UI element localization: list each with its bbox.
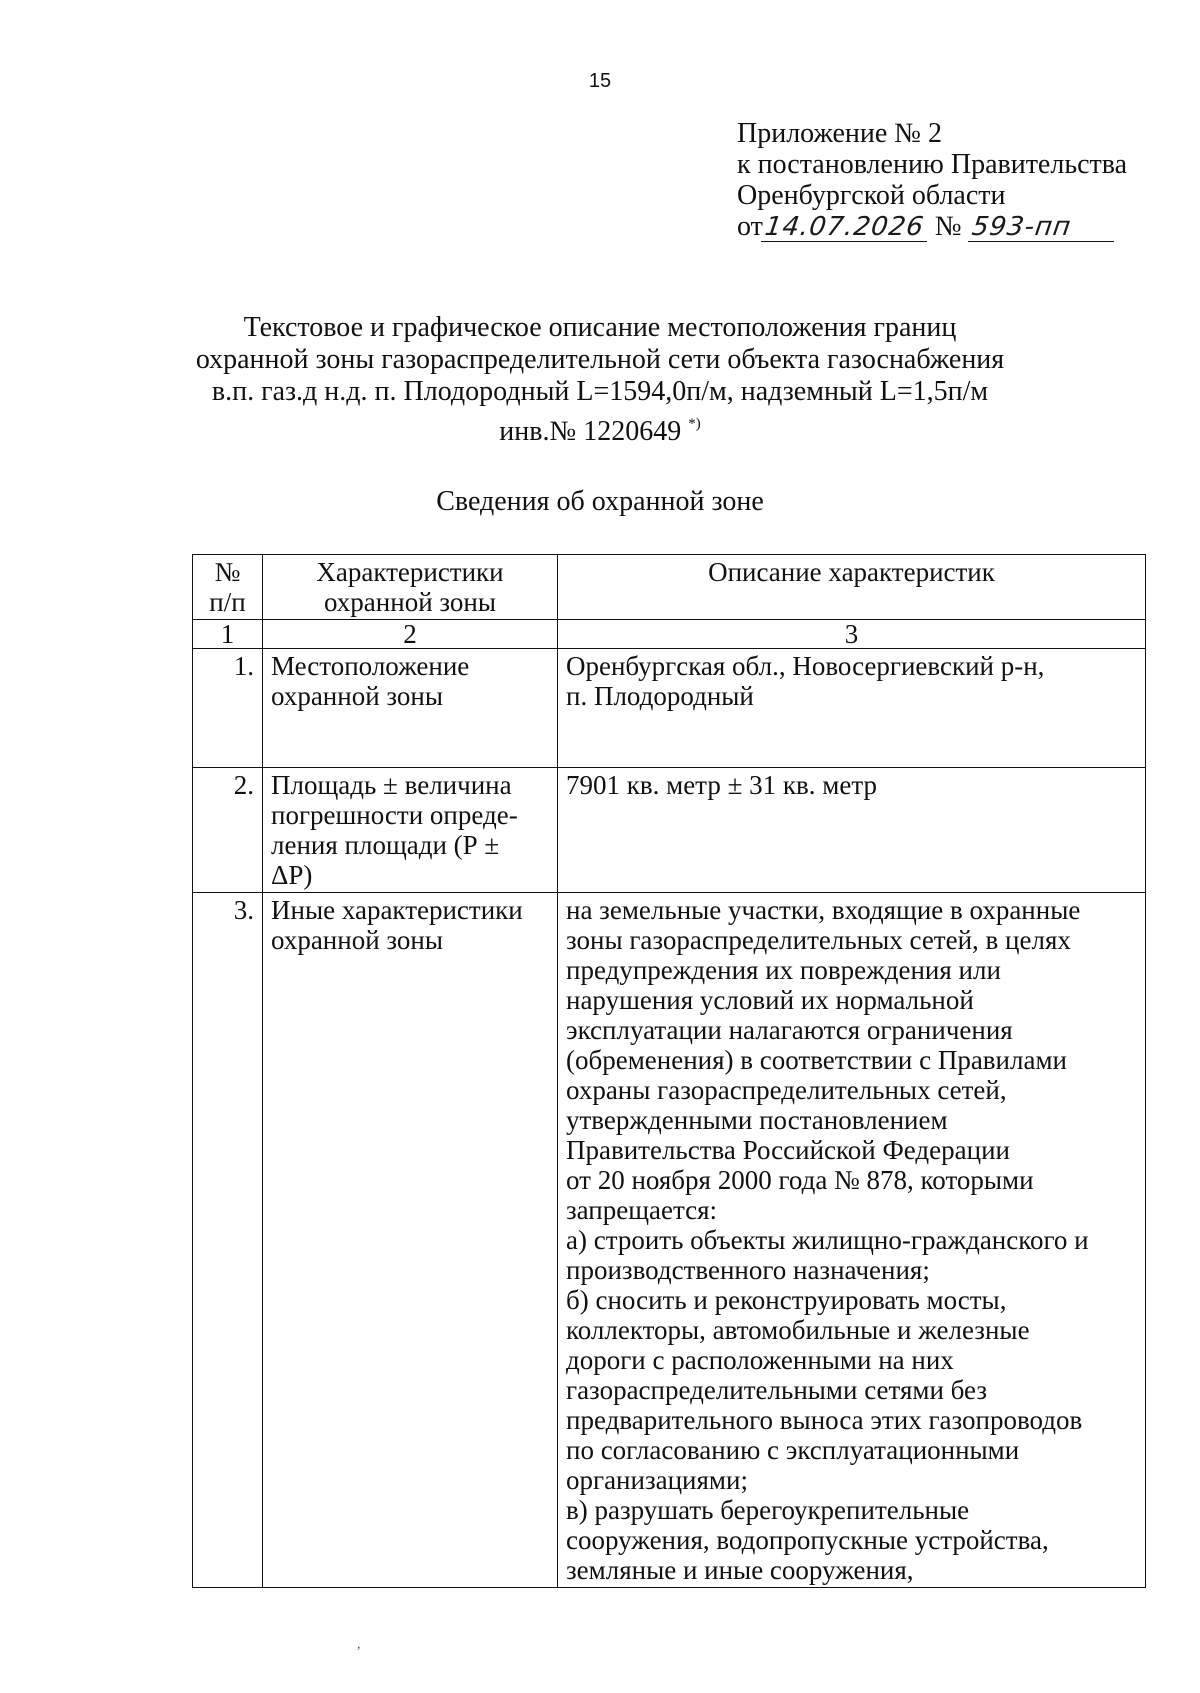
appendix-title: Приложение № 2: [737, 118, 942, 149]
table-row: [193, 649, 1146, 768]
title-line-2: охранной зоны газораспределительной сети объекта газоснабжения: [195, 344, 1005, 375]
handwritten-number: 593-пп: [968, 213, 1118, 242]
appendix-date-number-line: [737, 211, 1177, 242]
protection-zone-table: [192, 554, 1146, 1588]
header-description: Описание характеристик: [558, 555, 1146, 620]
row-description: на земельные участки, входящие в охранные зоны газораспределительных сетей, в целях предупреждения их повреждения или нарушения условий их нормальной эксплуатации налагаются ограничения (обременения) в соответствии с Правилами охраны газораспределительных сетей, утвержденными постановлением Правительства Российской Федерации от 20 ноября 2000 года № 878, которыми запрещается: а) строить объекты жилищно-гражданского и производственного назначения; б) сносить и реконструировать мосты, коллекторы, автомобильные и железные дороги с расположенными на них газораспределительными сетями без предварительного выноса этих газопроводов по согласованию с эксплуатационными организациями; в) разрушать берегоукрепительные сооружения, водопропускные устройства, земляные и иные сооружения,: [558, 893, 1146, 1588]
appendix-line-region: Оренбургской области: [737, 180, 1006, 211]
row-description: Оренбургская обл., Новосергиевский р-н, п. Плодородный: [558, 649, 1146, 768]
appendix-line-resolution: к постановлению Правительства: [737, 149, 1128, 180]
document-title: [0, 312, 1200, 448]
number-label: №: [934, 211, 962, 242]
row-number: 1.: [193, 649, 263, 768]
row-characteristic: Площадь ± величина погрешности опреде- ления площади (Р ± ΔР): [263, 768, 558, 893]
title-line-4: [0, 408, 1200, 448]
table-row: [193, 768, 1146, 893]
row-number: 2.: [193, 768, 263, 893]
section-subtitle: Сведения об охранной зоне: [436, 486, 764, 517]
scan-speck: ,: [357, 1637, 361, 1652]
header-number: № п/п: [193, 555, 263, 620]
column-number: 1: [193, 620, 263, 649]
header-characteristics: Характеристики охранной зоны: [263, 555, 558, 620]
appendix-block: [737, 118, 1177, 242]
title-line-1: Текстовое и графическое описание местоположения границ: [243, 312, 957, 343]
table-row: [193, 893, 1146, 1588]
column-number: 3: [558, 620, 1146, 649]
from-label: от: [737, 211, 763, 242]
footnote-mark: *): [688, 416, 701, 432]
handwritten-date: 14.07.2026: [761, 213, 931, 242]
table-header-row: [193, 555, 1146, 620]
row-description: 7901 кв. метр ± 31 кв. метр: [558, 768, 1146, 893]
inventory-number: инв.№ 1220649: [499, 416, 682, 447]
row-characteristic: Местоположение охранной зоны: [263, 649, 558, 768]
page-number: 15: [588, 70, 612, 92]
title-line-3: в.п. газ.д н.д. п. Плодородный L=1594,0п/м, надземный L=1,5п/м: [211, 376, 989, 407]
column-number: 2: [263, 620, 558, 649]
row-characteristic: Иные характеристики охранной зоны: [263, 893, 558, 1588]
column-number-row: [193, 620, 1146, 649]
row-number: 3.: [193, 893, 263, 1588]
